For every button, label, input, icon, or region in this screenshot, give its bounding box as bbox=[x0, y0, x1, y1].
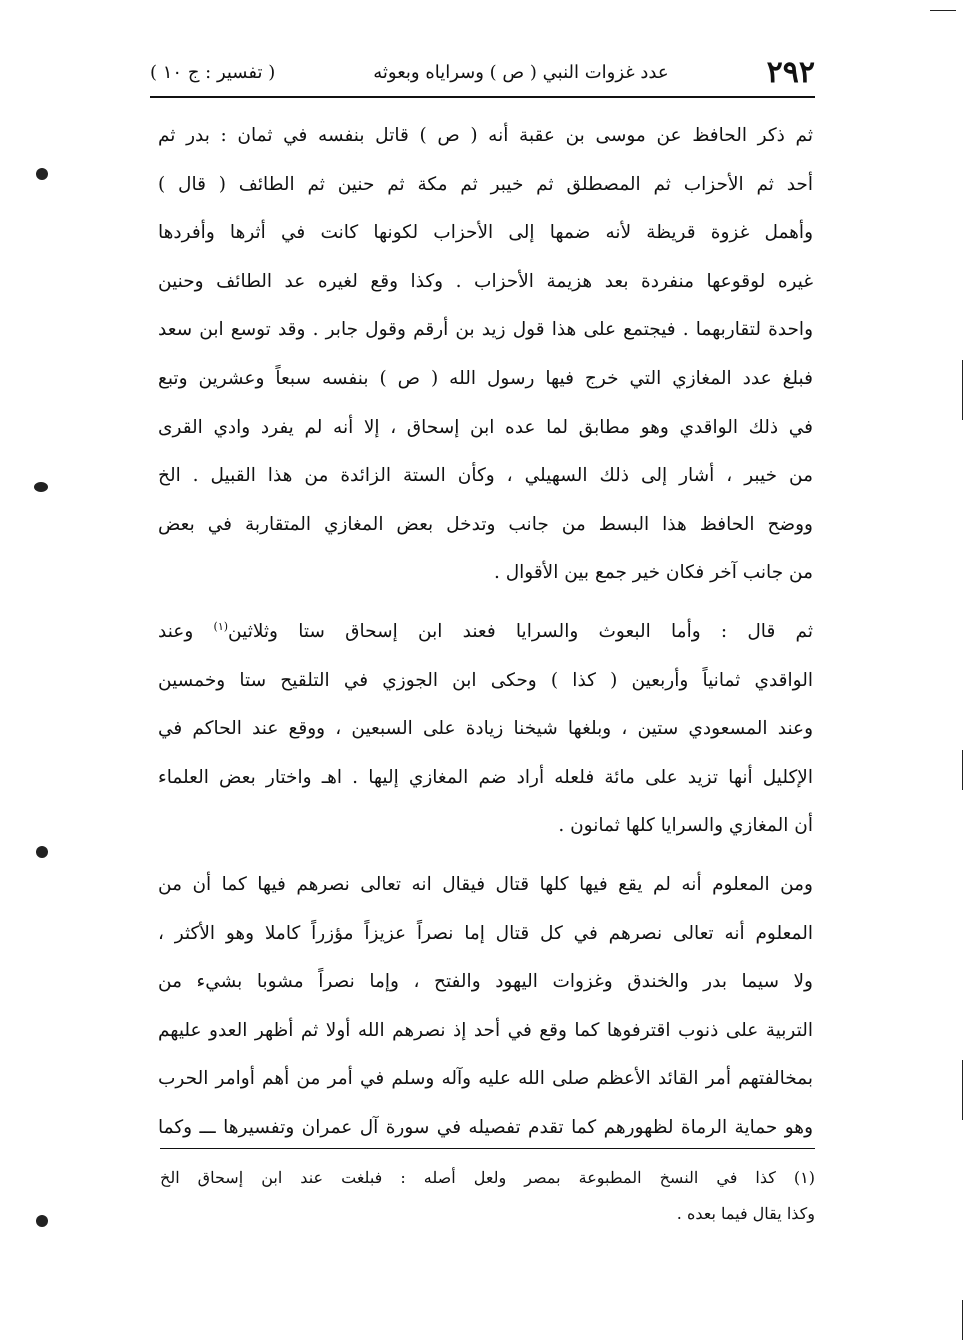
text-line: من خيبر ، أشار إلى ذلك السهيلي ، وكأن الستة الزائدة من هذا القبيل . الخ bbox=[158, 465, 813, 487]
text-line: فبلغ عدد المغازي التي خرج فيها رسول الله ( ص ) بنفسه سبعاً وعشرين وتبع bbox=[158, 367, 813, 389]
text-line: الإكليل أنها تزيد على مائة فلعله أراد ضم المغازي إليها . اهـ واختار بعض العلماء bbox=[158, 766, 813, 788]
scan-mark bbox=[34, 482, 48, 492]
scan-mark bbox=[36, 168, 48, 180]
text-line: أن المغازي والسرايا كلها ثمانون . bbox=[558, 815, 813, 837]
scan-mark bbox=[962, 1300, 963, 1340]
text-line: ولا سيما بدر والخندق وغزوات اليهود والفتح ، وإما نصراً مشوبا بشيء من bbox=[158, 971, 813, 993]
footnote-marker: (١) bbox=[213, 619, 229, 633]
scan-mark bbox=[36, 1215, 48, 1227]
text-line: المعلوم أنه تعالى نصرهم في كل قتال إما نصراً عزيزاً مؤزراً كاملا وهو الأكثر ، bbox=[158, 922, 813, 944]
text-line: أحد ثم الأحزاب ثم المصطلق ثم خيبر ثم مكة ثم حنين ثم الطائف ( قال ) bbox=[158, 173, 813, 195]
footnote-rule bbox=[160, 1148, 815, 1149]
paragraph bbox=[158, 608, 813, 851]
page-number: ٢٩٢ bbox=[766, 54, 815, 90]
paragraph bbox=[158, 861, 813, 1153]
text-line: ومن المعلوم أنه لم يقع فيها كلها قتال فيقال انه تعالى نصرهم فيها كما أن من bbox=[158, 873, 813, 895]
text-line: التربية على ذنوب اقترفوها كما وقع في أحد إذ نصرهم الله أولا ثم أظهر العدو عليهم bbox=[158, 1019, 813, 1041]
text-line: ووضح الحافظ هذا البسط من جانب وتدخل بعض المغازي المتقاربة في بعض bbox=[158, 513, 813, 535]
paragraph bbox=[158, 112, 813, 598]
page-header bbox=[150, 52, 815, 92]
header-rule bbox=[150, 96, 815, 98]
scan-mark bbox=[36, 846, 48, 858]
text-line: وعند المسعودي ستين ، وبلغها شيخنا زيادة على السبعين ، ووقع عند الحاكم في bbox=[158, 718, 813, 740]
text-line: ثم ذكر الحافظ عن موسى بن عقبة أنه ( ص ) قاتل بنفسه في ثمان : بدر ثم bbox=[158, 125, 813, 146]
text-span: وعند bbox=[158, 620, 194, 642]
scan-mark bbox=[962, 1060, 963, 1120]
footnotes bbox=[160, 1160, 815, 1232]
scan-mark bbox=[962, 360, 963, 420]
text-line: من جانب آخر فكان خير جمع بين الأقوال . bbox=[493, 562, 813, 584]
text-line: في ذلك الواقدي وهو مطابق لما عده ابن إسحاق ، إلا أنه لم يفرد وادي القرى bbox=[158, 416, 813, 438]
text-line: الواقدي ثمانياً وأربعين ( كذا ) وحكى ابن الجوزي في التلقيح ستا وخمسين bbox=[158, 669, 813, 691]
footnote-line: (١) كذا في النسخ المطبوعة بمصر ولعل أصله : فبلغت عند ابن إسحاق الخ bbox=[160, 1168, 815, 1187]
scan-mark bbox=[962, 750, 963, 790]
text-line: وأهمل غزوة قريظة لأنه ضمها إلى الأحزاب لكونها كانت في أثرها وأفردها bbox=[158, 222, 813, 244]
text-line bbox=[158, 608, 813, 657]
text-line: واحدة لتقاربهما . فيجتمع على هذا قول زيد بن أرقم وقول جابر . وقد توسع ابن سعد bbox=[158, 319, 813, 341]
running-title: عدد غزوات النبي ( ص ) وسراياه وبعوثه bbox=[373, 61, 669, 83]
footnote-line: وكذا يقال فيما بعده . bbox=[676, 1204, 815, 1223]
text-line: بمخالفتهم أمر القائد الأعظم صلى الله عليه وآله وسلم في أمر من أهم أوامر الحرب bbox=[158, 1068, 813, 1090]
scan-mark bbox=[930, 10, 956, 11]
book-reference: ( تفسير : ج ١٠ ) bbox=[150, 61, 276, 83]
text-line: غيره لوقوعها منفردة بعد هزيمة الأحزاب . وكذا وقع لغيره عد الطائف وحنين bbox=[158, 270, 813, 292]
body-text bbox=[158, 112, 813, 1152]
text-span: ثم قال : وأما البعوث والسرايا فعند ابن إسحاق ستا وثلاثين bbox=[228, 620, 813, 642]
text-line: وهو حماية الرماة لظهورهم كما تقدم تفصيله في سورة آل عمران وتفسيرها ـــ وكما bbox=[158, 1116, 813, 1138]
